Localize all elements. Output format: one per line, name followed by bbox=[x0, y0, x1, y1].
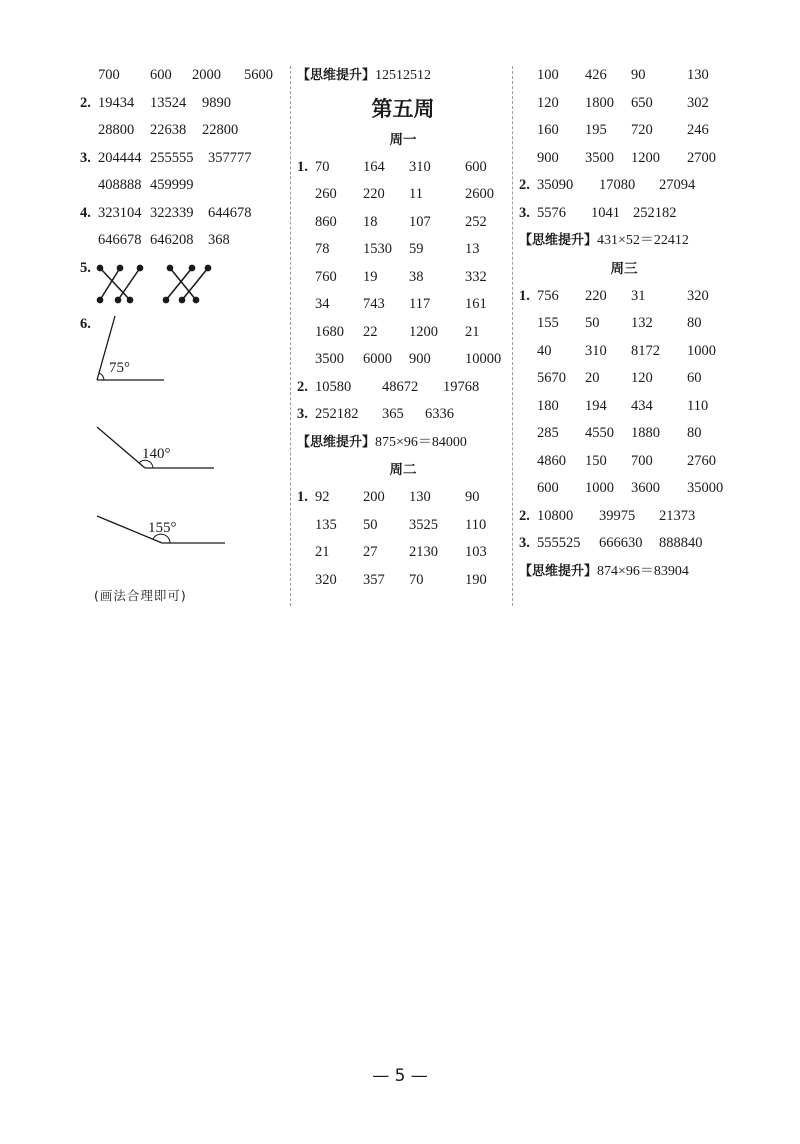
answer-value: 2000 bbox=[192, 67, 221, 83]
answer-value: 90 bbox=[631, 67, 646, 83]
matching-diagram bbox=[90, 262, 220, 306]
answer-value: 756 bbox=[537, 287, 559, 304]
answer-column-2 bbox=[297, 62, 509, 594]
answer-value: 2130 bbox=[409, 544, 438, 560]
answer-value: 2700 bbox=[687, 149, 716, 166]
answer-value: 760 bbox=[315, 268, 337, 285]
answer-row bbox=[519, 338, 729, 366]
answer-value: 323104 bbox=[98, 204, 142, 221]
thinking-boost-tag: 【思维提升】 bbox=[297, 434, 376, 450]
answer-value: 1200 bbox=[631, 149, 660, 166]
question-number: 2. bbox=[80, 94, 91, 111]
question-number: 5. bbox=[80, 259, 91, 276]
answer-value: 1000 bbox=[585, 480, 614, 496]
answer-row bbox=[80, 227, 285, 255]
answer-row bbox=[297, 567, 509, 595]
answer-value: 130 bbox=[409, 489, 431, 505]
question-2-row bbox=[519, 503, 729, 531]
wednesday-q1-grid bbox=[519, 283, 729, 503]
answer-value: 120 bbox=[537, 94, 559, 111]
answer-value: 743 bbox=[363, 296, 385, 312]
thinking-boost bbox=[519, 558, 729, 586]
thinking-boost-tag: 【思维提升】 bbox=[519, 563, 598, 579]
answer-value: 720 bbox=[631, 122, 653, 138]
answer-value: 21 bbox=[465, 323, 480, 340]
answer-value: 204444 bbox=[98, 149, 142, 166]
answer-value: 161 bbox=[465, 296, 487, 312]
answer-value: 21373 bbox=[659, 507, 696, 524]
answer-value: 600 bbox=[537, 480, 559, 496]
answer-value: 10580 bbox=[315, 378, 352, 395]
answer-value: 252 bbox=[465, 213, 487, 230]
answer-row bbox=[297, 236, 509, 264]
answer-value: 110 bbox=[465, 516, 487, 533]
answer-value: 3525 bbox=[409, 516, 438, 533]
answer-value: 59 bbox=[409, 241, 424, 257]
question-2-row bbox=[80, 90, 285, 118]
week-title: 第五周 bbox=[371, 95, 435, 121]
question-3-row bbox=[519, 200, 729, 228]
answer-value: 10000 bbox=[465, 351, 502, 367]
answer-value: 3500 bbox=[315, 351, 344, 367]
answer-value: 285 bbox=[537, 425, 559, 441]
page-number: — 5 — bbox=[372, 1066, 428, 1086]
answer-value: 4860 bbox=[537, 452, 566, 469]
answer-value: 357 bbox=[363, 571, 385, 588]
answer-value: 28800 bbox=[98, 122, 135, 138]
answer-value: 27 bbox=[363, 544, 378, 560]
answer-value: 600 bbox=[150, 67, 172, 83]
answer-row bbox=[297, 512, 509, 540]
answer-value: 3600 bbox=[631, 480, 660, 496]
answer-value: 860 bbox=[315, 213, 337, 230]
answer-value: 19768 bbox=[443, 378, 480, 395]
answer-value: 50 bbox=[363, 516, 378, 533]
answer-value: 90 bbox=[465, 489, 480, 505]
answer-value: 252182 bbox=[633, 204, 677, 221]
answer-value: 5600 bbox=[244, 67, 273, 83]
answer-value: 6336 bbox=[425, 406, 454, 422]
answer-value: 302 bbox=[687, 94, 709, 111]
answer-value: 18 bbox=[363, 213, 378, 230]
answer-row bbox=[519, 117, 729, 145]
answer-value: 310 bbox=[585, 342, 607, 359]
answer-value: 5670 bbox=[537, 370, 566, 386]
answer-value: 6000 bbox=[363, 351, 392, 367]
answer-row bbox=[297, 154, 509, 182]
answer-value: 320 bbox=[315, 571, 337, 588]
answer-row bbox=[519, 448, 729, 476]
question-number: 3. bbox=[519, 204, 530, 221]
answer-value: 332 bbox=[465, 268, 487, 285]
answer-value: 252182 bbox=[315, 406, 359, 422]
question-number: 3. bbox=[80, 149, 91, 166]
answer-value: 368 bbox=[208, 232, 230, 248]
answer-value: 38 bbox=[409, 268, 424, 285]
answer-row bbox=[297, 484, 509, 512]
answer-value: 1880 bbox=[631, 425, 660, 441]
answer-value: 10800 bbox=[537, 507, 574, 524]
answer-value: 650 bbox=[631, 94, 653, 111]
answer-value: 310 bbox=[409, 158, 431, 175]
thinking-boost bbox=[519, 227, 729, 255]
answer-value: 9890 bbox=[202, 94, 231, 111]
question-number: 2. bbox=[297, 378, 308, 395]
answer-value: 3500 bbox=[585, 149, 614, 166]
answer-value: 34 bbox=[315, 296, 330, 312]
answer-value: 408888 bbox=[98, 177, 142, 193]
angle-label: 155° bbox=[148, 520, 177, 536]
answer-value: 600 bbox=[465, 158, 487, 175]
answer-value: 459999 bbox=[150, 177, 194, 193]
answer-value: 1000 bbox=[687, 342, 716, 359]
answer-value: 700 bbox=[631, 452, 653, 469]
answer-value: 1800 bbox=[585, 94, 614, 111]
thinking-boost-answer: 431×52＝22412 bbox=[597, 233, 689, 248]
answer-value: 17080 bbox=[599, 177, 636, 193]
answer-value: 320 bbox=[687, 287, 709, 304]
answer-value: 110 bbox=[687, 397, 709, 414]
thinking-boost bbox=[297, 429, 509, 457]
question-number: 1. bbox=[297, 489, 308, 505]
answer-value: 78 bbox=[315, 241, 330, 257]
question-number: 3. bbox=[519, 535, 530, 551]
thinking-boost-answer: 12512512 bbox=[375, 68, 432, 83]
question-number: 2. bbox=[519, 507, 530, 524]
answer-value: 200 bbox=[363, 489, 385, 505]
answer-row bbox=[519, 145, 729, 173]
answer-row bbox=[297, 319, 509, 347]
answer-value: 246 bbox=[687, 122, 709, 138]
answer-value: 155 bbox=[537, 315, 559, 331]
answer-value: 80 bbox=[687, 315, 702, 331]
answer-column-1 bbox=[80, 62, 285, 282]
answer-value: 2760 bbox=[687, 452, 716, 469]
answer-row bbox=[519, 393, 729, 421]
angle-label: 75° bbox=[109, 360, 130, 376]
answer-value: 1041 bbox=[591, 204, 620, 221]
answer-value: 48672 bbox=[382, 378, 419, 395]
question-3-row bbox=[519, 530, 729, 558]
answer-value: 5576 bbox=[537, 204, 566, 221]
answer-value: 644678 bbox=[208, 204, 252, 221]
answer-value: 8172 bbox=[631, 342, 660, 359]
answer-row bbox=[297, 539, 509, 567]
answer-value: 646678 bbox=[98, 232, 142, 248]
answer-value: 27094 bbox=[659, 177, 696, 193]
question-2-row bbox=[519, 172, 729, 200]
answer-row bbox=[519, 475, 729, 503]
answer-value: 220 bbox=[363, 186, 385, 202]
drawing-note: (画法合理即可) bbox=[94, 588, 187, 603]
question-number: 1. bbox=[297, 158, 308, 175]
answer-row bbox=[297, 209, 509, 237]
question-number: 3. bbox=[297, 406, 308, 422]
answer-value: 20 bbox=[585, 370, 600, 386]
angle-label: 140° bbox=[142, 446, 171, 462]
answer-value: 22638 bbox=[150, 122, 187, 138]
answer-value: 900 bbox=[409, 351, 431, 367]
answer-value: 434 bbox=[631, 397, 653, 414]
answer-row bbox=[80, 62, 285, 90]
answer-row bbox=[297, 264, 509, 292]
answer-value: 13524 bbox=[150, 94, 187, 111]
answer-value: 70 bbox=[315, 158, 330, 175]
answer-value: 190 bbox=[465, 571, 487, 588]
monday-q1-grid bbox=[297, 154, 509, 374]
answer-value: 13 bbox=[465, 241, 480, 257]
answer-value: 4550 bbox=[585, 425, 614, 441]
answer-value: 888840 bbox=[659, 535, 703, 551]
answer-value: 666630 bbox=[599, 535, 643, 551]
answer-value: 900 bbox=[537, 149, 559, 166]
angle-75-drawing bbox=[90, 312, 170, 386]
answer-value: 11 bbox=[409, 186, 423, 202]
answer-value: 1680 bbox=[315, 323, 344, 340]
answer-value: 130 bbox=[687, 67, 709, 83]
day-heading: 周二 bbox=[389, 462, 417, 478]
answer-value: 22800 bbox=[202, 122, 239, 138]
answer-value: 426 bbox=[585, 67, 607, 83]
question-3-row bbox=[80, 145, 285, 173]
answer-row bbox=[80, 117, 285, 145]
answer-row bbox=[519, 420, 729, 448]
answer-value: 107 bbox=[409, 213, 431, 230]
question-number: 1. bbox=[519, 287, 530, 304]
answer-row bbox=[297, 181, 509, 209]
answer-value: 1530 bbox=[363, 241, 392, 257]
answer-value: 60 bbox=[687, 370, 702, 386]
tuesday-q1-grid bbox=[297, 484, 509, 594]
answer-value: 164 bbox=[363, 158, 385, 175]
answer-value: 80 bbox=[687, 425, 702, 441]
thinking-boost-tag: 【思维提升】 bbox=[297, 68, 376, 83]
thinking-boost-tag: 【思维提升】 bbox=[519, 233, 598, 248]
answer-value: 365 bbox=[382, 406, 404, 422]
answer-value: 195 bbox=[585, 122, 607, 138]
answer-row bbox=[519, 283, 729, 311]
answer-value: 40 bbox=[537, 342, 552, 359]
answer-value: 220 bbox=[585, 287, 607, 304]
column-divider bbox=[290, 66, 291, 606]
column-divider bbox=[512, 66, 513, 606]
answer-value: 260 bbox=[315, 186, 337, 202]
answer-value: 2600 bbox=[465, 186, 494, 202]
answer-value: 180 bbox=[537, 397, 559, 414]
answer-value: 70 bbox=[409, 571, 424, 588]
answer-value: 194 bbox=[585, 397, 607, 414]
answer-value: 150 bbox=[585, 452, 607, 469]
day-heading: 周一 bbox=[389, 131, 417, 148]
answer-value: 160 bbox=[537, 122, 559, 138]
answer-row bbox=[80, 172, 285, 200]
answer-row bbox=[519, 90, 729, 118]
answer-value: 21 bbox=[315, 544, 330, 560]
answer-value: 35000 bbox=[687, 480, 724, 496]
answer-value: 100 bbox=[537, 67, 559, 83]
answer-value: 31 bbox=[631, 287, 646, 304]
answer-row bbox=[297, 346, 509, 374]
question-number: 6. bbox=[80, 316, 91, 332]
answer-value: 555525 bbox=[537, 535, 581, 551]
day-heading: 周三 bbox=[610, 260, 638, 277]
answer-value: 22 bbox=[363, 323, 378, 340]
answer-value: 19 bbox=[363, 268, 378, 285]
answer-row bbox=[519, 365, 729, 393]
answer-value: 35090 bbox=[537, 177, 574, 193]
answer-value: 19434 bbox=[98, 94, 135, 111]
answer-row bbox=[519, 310, 729, 338]
question-4-row bbox=[80, 200, 285, 228]
thinking-boost-answer: 874×96＝83904 bbox=[597, 563, 689, 579]
answer-value: 92 bbox=[315, 489, 330, 505]
answer-value: 50 bbox=[585, 315, 600, 331]
answer-column-3 bbox=[519, 62, 729, 585]
answer-value: 646208 bbox=[150, 232, 194, 248]
answer-value: 39975 bbox=[599, 507, 636, 524]
question-2-row bbox=[297, 374, 509, 402]
answer-value: 120 bbox=[631, 370, 653, 386]
answer-value: 322339 bbox=[150, 204, 194, 221]
thinking-boost bbox=[297, 62, 509, 90]
answer-value: 135 bbox=[315, 516, 337, 533]
question-number: 2. bbox=[519, 177, 530, 193]
answer-value: 357777 bbox=[208, 149, 252, 166]
thinking-boost-answer: 875×96＝84000 bbox=[375, 434, 467, 450]
answer-row bbox=[519, 62, 729, 90]
answer-value: 255555 bbox=[150, 149, 194, 166]
question-3-row bbox=[297, 401, 509, 429]
answer-value: 132 bbox=[631, 315, 653, 331]
tuesday-q1-grid-continued bbox=[519, 62, 729, 172]
answer-value: 700 bbox=[98, 67, 120, 83]
answer-value: 1200 bbox=[409, 323, 438, 340]
answer-row bbox=[297, 291, 509, 319]
answer-value: 103 bbox=[465, 544, 487, 560]
question-number: 4. bbox=[80, 204, 91, 221]
answer-value: 117 bbox=[409, 296, 431, 312]
